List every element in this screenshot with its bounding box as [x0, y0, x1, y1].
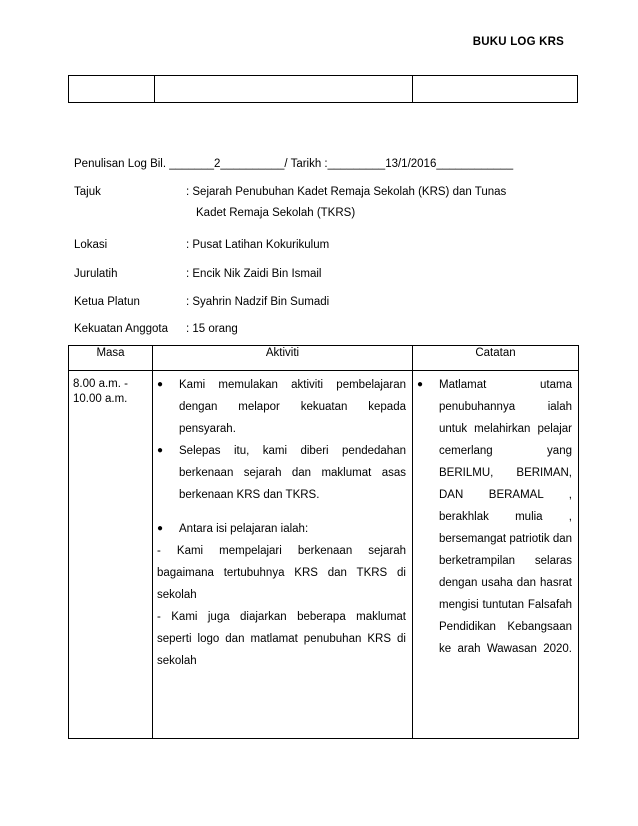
column-header-catatan: Catatan	[413, 346, 579, 371]
document-header: BUKU LOG KRS	[472, 36, 564, 48]
dash-item: - Kami mempelajari berkenaan sejarah bagaimana tertubuhnya KRS dan TKRS di sekolah	[157, 545, 406, 601]
header-table-cell	[413, 76, 577, 102]
meta-label: Jurulatih	[74, 268, 118, 280]
table-header-row	[69, 346, 579, 371]
header-table-cell	[69, 76, 155, 102]
meta-label: Ketua Platun	[74, 296, 140, 308]
list-item	[157, 518, 406, 540]
log-number-date-line: Penulisan Log Bil. _______2__________/ Tarikh :_________13/1/2016____________	[74, 158, 514, 170]
meta-value: : Syahrin Nadzif Bin Sumadi	[186, 296, 330, 308]
column-header-masa: Masa	[69, 346, 153, 371]
cell-aktiviti	[153, 371, 413, 739]
meta-label: Tajuk	[74, 186, 101, 198]
meta-value	[186, 182, 526, 224]
meta-lokasi	[74, 239, 526, 251]
meta-value: : Pusat Latihan Kokurikulum	[186, 239, 330, 251]
table-row	[69, 371, 579, 739]
list-item-text: Antara isi pelajaran ialah:	[179, 523, 309, 535]
list-item-text: Matlamat utama penubuhannya ialah untuk melahirkan pelajar cemerlang yang BERILMU, BERIMAN, DAN BERAMAL , berakhlak mulia , bersemangat patriotik dan berketrampilan selaras dengan usaha dan hasrat mengisi tuntutan Falsafah Pendidikan Kebangsaan ke arah Wawasan 2020.	[439, 379, 572, 655]
list-item-text: Selepas itu, kami diberi pendedahan berkenaan sejarah dan maklumat asas berkenaan KRS dan TKRS.	[179, 445, 406, 501]
meta-value: : 15 orang	[186, 323, 238, 335]
meta-value: : Encik Nik Zaidi Bin Ismail	[186, 268, 322, 280]
list-item	[417, 374, 572, 660]
activity-log-table	[68, 345, 579, 739]
header-table	[68, 75, 578, 103]
list-item-text: Kami memulakan aktiviti pembelajaran dengan melapor kekuatan kepada pensyarah.	[179, 379, 406, 435]
dash-item: - Kami juga diajarkan beberapa maklumat seperti logo dan matlamat penubuhan KRS di sekolah	[157, 611, 406, 667]
meta-kekuatan-anggota	[74, 323, 526, 335]
cell-masa: 8.00 a.m. - 10.00 a.m.	[69, 371, 153, 739]
meta-ketua-platun	[74, 296, 526, 308]
header-table-cell	[155, 76, 413, 102]
meta-tajuk	[74, 186, 526, 224]
column-header-aktiviti: Aktiviti	[153, 346, 413, 371]
bullet-icon: ●	[157, 379, 164, 390]
list-item	[157, 374, 406, 440]
meta-jurulatih	[74, 268, 526, 280]
cell-catatan	[413, 371, 579, 739]
meta-value-line: Kadet Remaja Sekolah (TKRS)	[196, 207, 356, 219]
meta-label: Lokasi	[74, 239, 108, 251]
meta-label: Kekuatan Anggota	[74, 323, 168, 335]
meta-value-line: : Sejarah Penubuhan Kadet Remaja Sekolah (KRS) dan Tunas	[186, 186, 507, 198]
bullet-icon: ●	[157, 523, 164, 534]
list-item	[157, 440, 406, 506]
bullet-icon: ●	[157, 445, 164, 456]
bullet-icon: ●	[417, 379, 424, 390]
